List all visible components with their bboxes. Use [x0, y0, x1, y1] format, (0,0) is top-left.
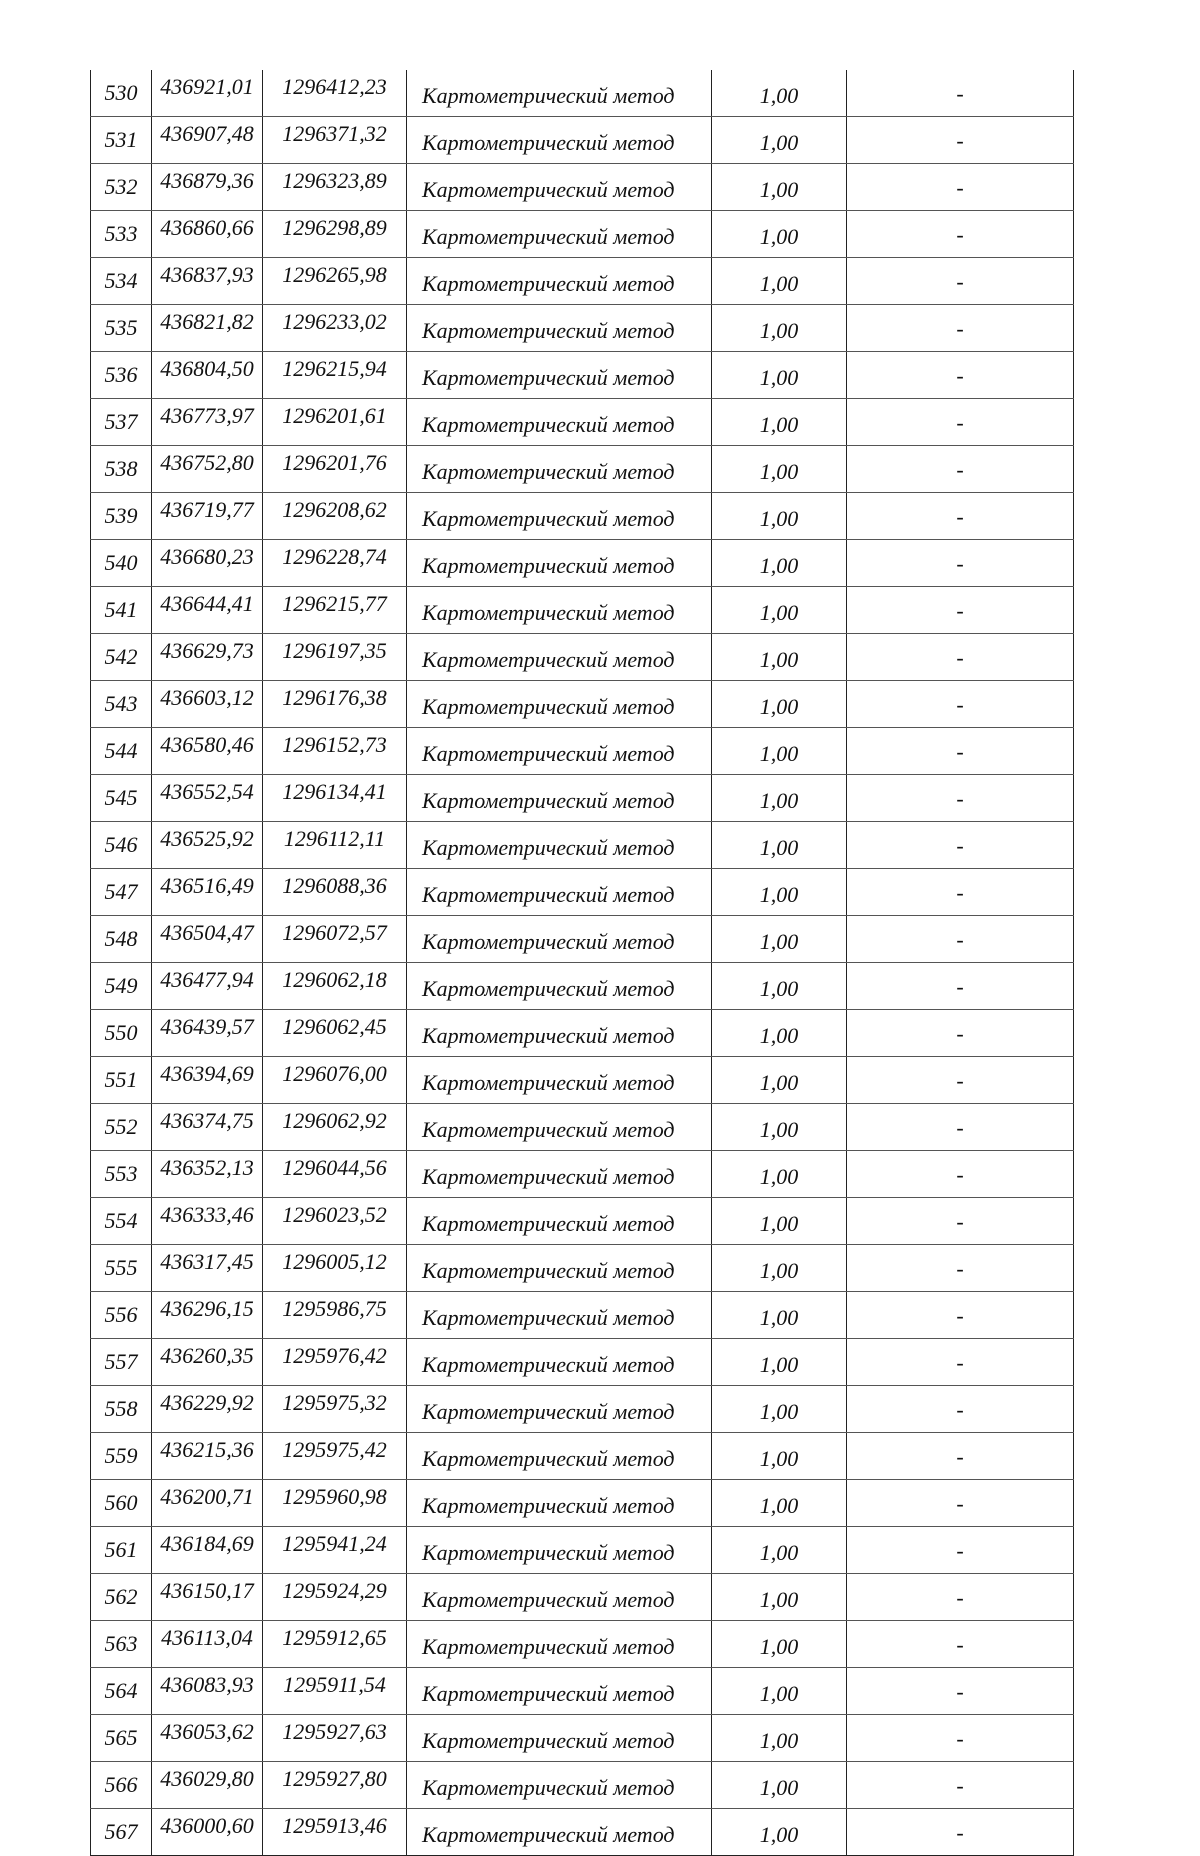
method-cell: Картометрический метод [407, 1668, 712, 1715]
description-cell: - [847, 869, 1074, 916]
description-cell: - [847, 1668, 1074, 1715]
x-coordinate-cell: 436200,71 [152, 1480, 263, 1527]
point-number-cell: 539 [91, 493, 152, 540]
x-coordinate-cell: 436029,80 [152, 1762, 263, 1809]
table-row [91, 728, 1074, 775]
method-cell: Картометрический метод [407, 1292, 712, 1339]
y-coordinate-cell: 1296412,23 [263, 70, 407, 117]
point-number-cell: 559 [91, 1433, 152, 1480]
table-row [91, 1433, 1074, 1480]
table-row [91, 258, 1074, 305]
point-number-cell: 558 [91, 1386, 152, 1433]
method-cell: Картометрический метод [407, 1010, 712, 1057]
table-row [91, 963, 1074, 1010]
table-row [91, 1480, 1074, 1527]
y-coordinate-cell: 1296062,18 [263, 963, 407, 1010]
x-coordinate-cell: 436113,04 [152, 1621, 263, 1668]
x-coordinate-cell: 436477,94 [152, 963, 263, 1010]
description-cell: - [847, 1057, 1074, 1104]
y-coordinate-cell: 1295927,80 [263, 1762, 407, 1809]
method-cell: Картометрический метод [407, 70, 712, 117]
method-cell: Картометрический метод [407, 869, 712, 916]
description-cell: - [847, 1480, 1074, 1527]
y-coordinate-cell: 1296197,35 [263, 634, 407, 681]
description-cell: - [847, 1339, 1074, 1386]
point-number-cell: 562 [91, 1574, 152, 1621]
table-row [91, 352, 1074, 399]
x-coordinate-cell: 436680,23 [152, 540, 263, 587]
description-cell: - [847, 775, 1074, 822]
y-coordinate-cell: 1296371,32 [263, 117, 407, 164]
accuracy-cell: 1,00 [712, 1574, 847, 1621]
point-number-cell: 563 [91, 1621, 152, 1668]
accuracy-cell: 1,00 [712, 1104, 847, 1151]
description-cell: - [847, 587, 1074, 634]
description-cell: - [847, 446, 1074, 493]
point-number-cell: 541 [91, 587, 152, 634]
description-cell: - [847, 1386, 1074, 1433]
accuracy-cell: 1,00 [712, 587, 847, 634]
table-row [91, 775, 1074, 822]
table-row [91, 587, 1074, 634]
method-cell: Картометрический метод [407, 822, 712, 869]
description-cell: - [847, 1245, 1074, 1292]
x-coordinate-cell: 436629,73 [152, 634, 263, 681]
x-coordinate-cell: 436000,60 [152, 1809, 263, 1856]
x-coordinate-cell: 436394,69 [152, 1057, 263, 1104]
description-cell: - [847, 258, 1074, 305]
accuracy-cell: 1,00 [712, 1151, 847, 1198]
accuracy-cell: 1,00 [712, 634, 847, 681]
description-cell: - [847, 1809, 1074, 1856]
method-cell: Картометрический метод [407, 1057, 712, 1104]
method-cell: Картометрический метод [407, 1621, 712, 1668]
x-coordinate-cell: 436752,80 [152, 446, 263, 493]
y-coordinate-cell: 1296215,94 [263, 352, 407, 399]
y-coordinate-cell: 1295913,46 [263, 1809, 407, 1856]
y-coordinate-cell: 1295986,75 [263, 1292, 407, 1339]
description-cell: - [847, 164, 1074, 211]
accuracy-cell: 1,00 [712, 1621, 847, 1668]
y-coordinate-cell: 1296044,56 [263, 1151, 407, 1198]
description-cell: - [847, 211, 1074, 258]
y-coordinate-cell: 1296176,38 [263, 681, 407, 728]
x-coordinate-cell: 436352,13 [152, 1151, 263, 1198]
method-cell: Картометрический метод [407, 305, 712, 352]
accuracy-cell: 1,00 [712, 822, 847, 869]
description-cell: - [847, 1715, 1074, 1762]
accuracy-cell: 1,00 [712, 1010, 847, 1057]
table-row [91, 822, 1074, 869]
method-cell: Картометрический метод [407, 1151, 712, 1198]
accuracy-cell: 1,00 [712, 1198, 847, 1245]
description-cell: - [847, 493, 1074, 540]
y-coordinate-cell: 1296023,52 [263, 1198, 407, 1245]
point-number-cell: 543 [91, 681, 152, 728]
method-cell: Картометрический метод [407, 587, 712, 634]
x-coordinate-cell: 436719,77 [152, 493, 263, 540]
table-row [91, 1762, 1074, 1809]
method-cell: Картометрический метод [407, 775, 712, 822]
method-cell: Картометрический метод [407, 1339, 712, 1386]
point-number-cell: 542 [91, 634, 152, 681]
point-number-cell: 565 [91, 1715, 152, 1762]
description-cell: - [847, 1762, 1074, 1809]
table-row [91, 399, 1074, 446]
description-cell: - [847, 681, 1074, 728]
accuracy-cell: 1,00 [712, 963, 847, 1010]
table-row [91, 446, 1074, 493]
x-coordinate-cell: 436804,50 [152, 352, 263, 399]
description-cell: - [847, 1574, 1074, 1621]
x-coordinate-cell: 436603,12 [152, 681, 263, 728]
description-cell: - [847, 1292, 1074, 1339]
method-cell: Картометрический метод [407, 728, 712, 775]
description-cell: - [847, 70, 1074, 117]
y-coordinate-cell: 1296215,77 [263, 587, 407, 634]
x-coordinate-cell: 436296,15 [152, 1292, 263, 1339]
accuracy-cell: 1,00 [712, 775, 847, 822]
accuracy-cell: 1,00 [712, 446, 847, 493]
method-cell: Картометрический метод [407, 540, 712, 587]
x-coordinate-cell: 436921,01 [152, 70, 263, 117]
point-number-cell: 552 [91, 1104, 152, 1151]
table-row [91, 1621, 1074, 1668]
x-coordinate-cell: 436215,36 [152, 1433, 263, 1480]
x-coordinate-cell: 436083,93 [152, 1668, 263, 1715]
description-cell: - [847, 916, 1074, 963]
description-cell: - [847, 117, 1074, 164]
description-cell: - [847, 1621, 1074, 1668]
y-coordinate-cell: 1295976,42 [263, 1339, 407, 1386]
y-coordinate-cell: 1296062,92 [263, 1104, 407, 1151]
method-cell: Картометрический метод [407, 1245, 712, 1292]
point-number-cell: 546 [91, 822, 152, 869]
description-cell: - [847, 1433, 1074, 1480]
description-cell: - [847, 1198, 1074, 1245]
point-number-cell: 551 [91, 1057, 152, 1104]
accuracy-cell: 1,00 [712, 70, 847, 117]
table-row [91, 1386, 1074, 1433]
method-cell: Картометрический метод [407, 1480, 712, 1527]
y-coordinate-cell: 1295924,29 [263, 1574, 407, 1621]
x-coordinate-cell: 436516,49 [152, 869, 263, 916]
y-coordinate-cell: 1295912,65 [263, 1621, 407, 1668]
y-coordinate-cell: 1296152,73 [263, 728, 407, 775]
x-coordinate-cell: 436333,46 [152, 1198, 263, 1245]
accuracy-cell: 1,00 [712, 916, 847, 963]
x-coordinate-cell: 436773,97 [152, 399, 263, 446]
y-coordinate-cell: 1295975,42 [263, 1433, 407, 1480]
x-coordinate-cell: 436821,82 [152, 305, 263, 352]
point-number-cell: 560 [91, 1480, 152, 1527]
point-number-cell: 545 [91, 775, 152, 822]
method-cell: Картометрический метод [407, 681, 712, 728]
x-coordinate-cell: 436184,69 [152, 1527, 263, 1574]
y-coordinate-cell: 1295960,98 [263, 1480, 407, 1527]
method-cell: Картометрический метод [407, 1527, 712, 1574]
table-row [91, 1057, 1074, 1104]
table-row [91, 1574, 1074, 1621]
y-coordinate-cell: 1296201,76 [263, 446, 407, 493]
accuracy-cell: 1,00 [712, 1809, 847, 1856]
table-row [91, 916, 1074, 963]
accuracy-cell: 1,00 [712, 681, 847, 728]
point-number-cell: 538 [91, 446, 152, 493]
accuracy-cell: 1,00 [712, 305, 847, 352]
table-row [91, 305, 1074, 352]
point-number-cell: 555 [91, 1245, 152, 1292]
table-row [91, 540, 1074, 587]
method-cell: Картометрический метод [407, 258, 712, 305]
accuracy-cell: 1,00 [712, 1292, 847, 1339]
table-row [91, 1104, 1074, 1151]
y-coordinate-cell: 1296072,57 [263, 916, 407, 963]
y-coordinate-cell: 1296323,89 [263, 164, 407, 211]
x-coordinate-cell: 436504,47 [152, 916, 263, 963]
accuracy-cell: 1,00 [712, 1245, 847, 1292]
method-cell: Картометрический метод [407, 352, 712, 399]
point-number-cell: 534 [91, 258, 152, 305]
description-cell: - [847, 1527, 1074, 1574]
accuracy-cell: 1,00 [712, 1339, 847, 1386]
table-row [91, 164, 1074, 211]
point-number-cell: 536 [91, 352, 152, 399]
description-cell: - [847, 1151, 1074, 1198]
x-coordinate-cell: 436439,57 [152, 1010, 263, 1057]
accuracy-cell: 1,00 [712, 1057, 847, 1104]
method-cell: Картометрический метод [407, 1809, 712, 1856]
description-cell: - [847, 1104, 1074, 1151]
description-cell: - [847, 822, 1074, 869]
method-cell: Картометрический метод [407, 164, 712, 211]
point-number-cell: 531 [91, 117, 152, 164]
method-cell: Картометрический метод [407, 211, 712, 258]
x-coordinate-cell: 436879,36 [152, 164, 263, 211]
table-row [91, 1668, 1074, 1715]
point-number-cell: 561 [91, 1527, 152, 1574]
y-coordinate-cell: 1295975,32 [263, 1386, 407, 1433]
x-coordinate-cell: 436053,62 [152, 1715, 263, 1762]
point-number-cell: 554 [91, 1198, 152, 1245]
y-coordinate-cell: 1296112,11 [263, 822, 407, 869]
y-coordinate-cell: 1296076,00 [263, 1057, 407, 1104]
table-row [91, 1527, 1074, 1574]
description-cell: - [847, 963, 1074, 1010]
accuracy-cell: 1,00 [712, 352, 847, 399]
accuracy-cell: 1,00 [712, 258, 847, 305]
table-row [91, 117, 1074, 164]
method-cell: Картометрический метод [407, 634, 712, 681]
point-number-cell: 557 [91, 1339, 152, 1386]
table-row [91, 1151, 1074, 1198]
accuracy-cell: 1,00 [712, 1386, 847, 1433]
y-coordinate-cell: 1296233,02 [263, 305, 407, 352]
method-cell: Картометрический метод [407, 1715, 712, 1762]
x-coordinate-cell: 436644,41 [152, 587, 263, 634]
y-coordinate-cell: 1296134,41 [263, 775, 407, 822]
method-cell: Картометрический метод [407, 493, 712, 540]
table-row [91, 681, 1074, 728]
y-coordinate-cell: 1296062,45 [263, 1010, 407, 1057]
accuracy-cell: 1,00 [712, 1433, 847, 1480]
coordinates-table-body [91, 70, 1074, 1856]
y-coordinate-cell: 1296005,12 [263, 1245, 407, 1292]
method-cell: Картометрический метод [407, 1762, 712, 1809]
accuracy-cell: 1,00 [712, 728, 847, 775]
point-number-cell: 566 [91, 1762, 152, 1809]
accuracy-cell: 1,00 [712, 117, 847, 164]
description-cell: - [847, 399, 1074, 446]
description-cell: - [847, 352, 1074, 399]
table-row [91, 1339, 1074, 1386]
point-number-cell: 564 [91, 1668, 152, 1715]
point-number-cell: 550 [91, 1010, 152, 1057]
x-coordinate-cell: 436525,92 [152, 822, 263, 869]
y-coordinate-cell: 1295941,24 [263, 1527, 407, 1574]
y-coordinate-cell: 1296088,36 [263, 869, 407, 916]
x-coordinate-cell: 436317,45 [152, 1245, 263, 1292]
x-coordinate-cell: 436150,17 [152, 1574, 263, 1621]
method-cell: Картометрический метод [407, 446, 712, 493]
point-number-cell: 537 [91, 399, 152, 446]
method-cell: Картометрический метод [407, 916, 712, 963]
table-row [91, 211, 1074, 258]
method-cell: Картометрический метод [407, 1386, 712, 1433]
description-cell: - [847, 305, 1074, 352]
method-cell: Картометрический метод [407, 963, 712, 1010]
method-cell: Картометрический метод [407, 399, 712, 446]
accuracy-cell: 1,00 [712, 1715, 847, 1762]
y-coordinate-cell: 1295927,63 [263, 1715, 407, 1762]
accuracy-cell: 1,00 [712, 869, 847, 916]
y-coordinate-cell: 1296208,62 [263, 493, 407, 540]
table-row [91, 1010, 1074, 1057]
x-coordinate-cell: 436907,48 [152, 117, 263, 164]
x-coordinate-cell: 436837,93 [152, 258, 263, 305]
y-coordinate-cell: 1296201,61 [263, 399, 407, 446]
y-coordinate-cell: 1296265,98 [263, 258, 407, 305]
y-coordinate-cell: 1296228,74 [263, 540, 407, 587]
point-number-cell: 544 [91, 728, 152, 775]
x-coordinate-cell: 436580,46 [152, 728, 263, 775]
method-cell: Картометрический метод [407, 1433, 712, 1480]
x-coordinate-cell: 436552,54 [152, 775, 263, 822]
method-cell: Картометрический метод [407, 1198, 712, 1245]
accuracy-cell: 1,00 [712, 211, 847, 258]
accuracy-cell: 1,00 [712, 1762, 847, 1809]
y-coordinate-cell: 1296298,89 [263, 211, 407, 258]
description-cell: - [847, 634, 1074, 681]
coordinates-table [90, 70, 1074, 1856]
point-number-cell: 567 [91, 1809, 152, 1856]
method-cell: Картометрический метод [407, 1104, 712, 1151]
table-row [91, 634, 1074, 681]
accuracy-cell: 1,00 [712, 164, 847, 211]
point-number-cell: 549 [91, 963, 152, 1010]
table-row [91, 70, 1074, 117]
point-number-cell: 553 [91, 1151, 152, 1198]
table-row [91, 1245, 1074, 1292]
point-number-cell: 532 [91, 164, 152, 211]
point-number-cell: 556 [91, 1292, 152, 1339]
point-number-cell: 535 [91, 305, 152, 352]
accuracy-cell: 1,00 [712, 399, 847, 446]
description-cell: - [847, 728, 1074, 775]
x-coordinate-cell: 436860,66 [152, 211, 263, 258]
y-coordinate-cell: 1295911,54 [263, 1668, 407, 1715]
table-row [91, 869, 1074, 916]
accuracy-cell: 1,00 [712, 1480, 847, 1527]
table-row [91, 493, 1074, 540]
table-row [91, 1198, 1074, 1245]
accuracy-cell: 1,00 [712, 493, 847, 540]
description-cell: - [847, 1010, 1074, 1057]
table-row [91, 1292, 1074, 1339]
point-number-cell: 540 [91, 540, 152, 587]
method-cell: Картометрический метод [407, 1574, 712, 1621]
description-cell: - [847, 540, 1074, 587]
accuracy-cell: 1,00 [712, 1527, 847, 1574]
x-coordinate-cell: 436374,75 [152, 1104, 263, 1151]
table-row [91, 1809, 1074, 1856]
point-number-cell: 547 [91, 869, 152, 916]
x-coordinate-cell: 436229,92 [152, 1386, 263, 1433]
method-cell: Картометрический метод [407, 117, 712, 164]
accuracy-cell: 1,00 [712, 540, 847, 587]
point-number-cell: 548 [91, 916, 152, 963]
table-row [91, 1715, 1074, 1762]
accuracy-cell: 1,00 [712, 1668, 847, 1715]
point-number-cell: 530 [91, 70, 152, 117]
x-coordinate-cell: 436260,35 [152, 1339, 263, 1386]
point-number-cell: 533 [91, 211, 152, 258]
